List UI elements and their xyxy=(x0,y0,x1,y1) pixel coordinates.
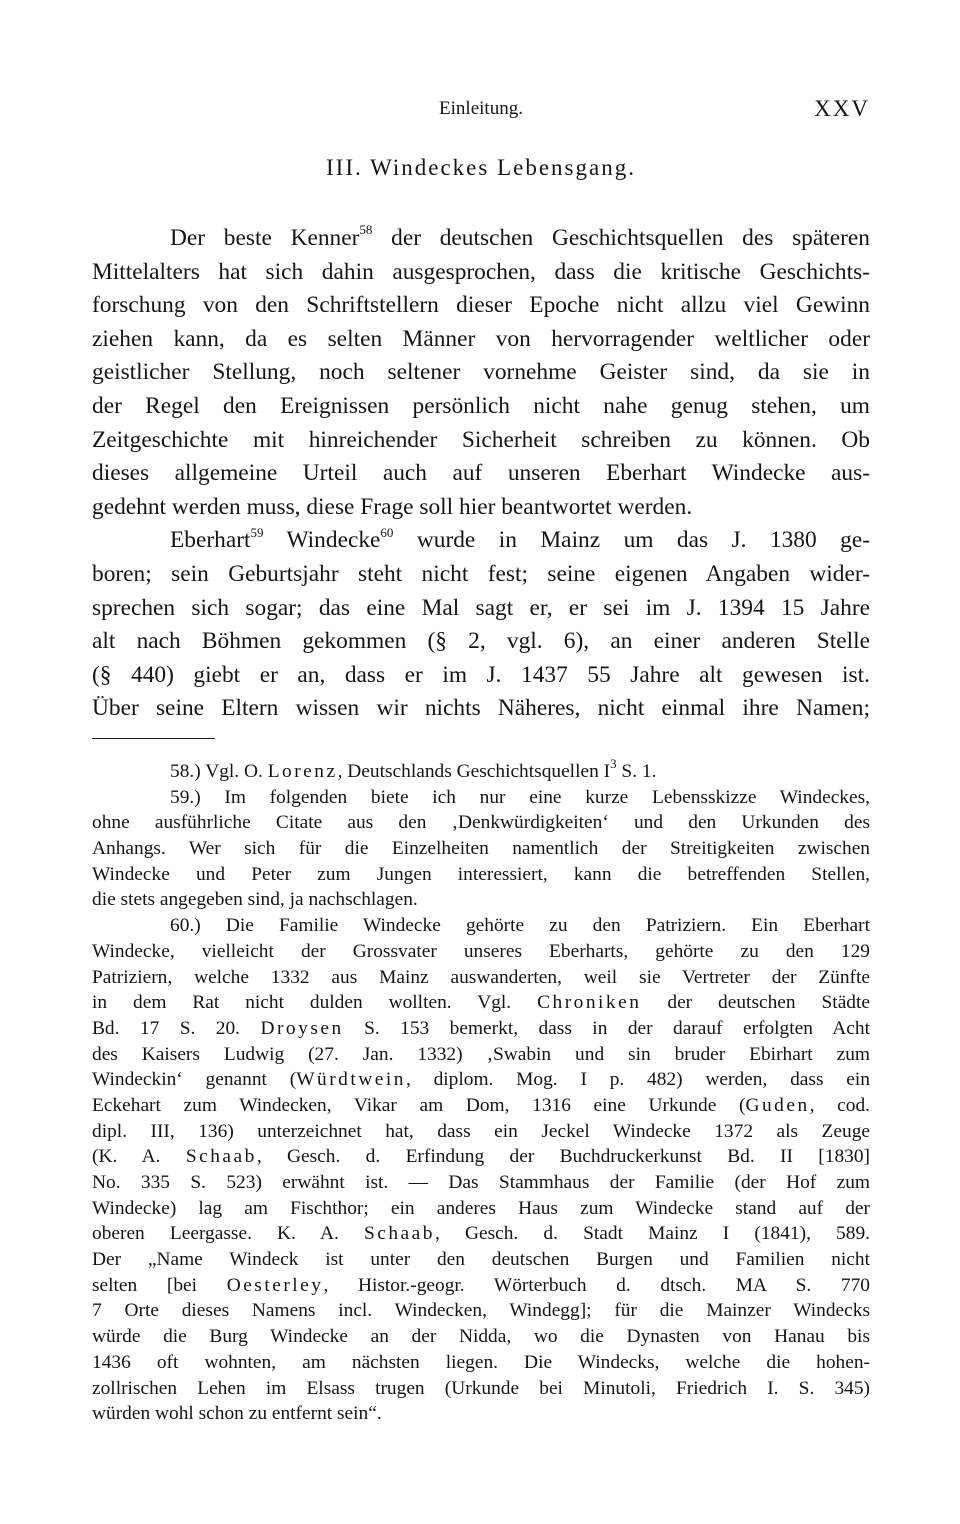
footnote-60-line: 60.) Die Familie Windecke gehörte zu den Patriziern. Ein Eberhart xyxy=(170,915,870,937)
body-line: der Regel den Ereignissen persönlich nicht nahe genug stehen, um xyxy=(92,392,870,419)
body-line: (§ 440) giebt er an, dass er im J. 1437 55 Jahre alt gewesen ist. xyxy=(92,661,870,688)
footnote-60-line: Patriziern, welche 1332 aus Mainz auswanderten, weil sie Vertreter der Zünfte xyxy=(92,966,870,988)
footnote-59-line: 59.) Im folgenden biete ich nur eine kurze Lebensskizze Windeckes, xyxy=(170,786,870,808)
footnote-59-line: Windecke und Peter zum Jungen interessiert, kann die betreffenden Stellen, xyxy=(92,863,870,885)
footnote-60-line: Eckehart zum Windecken, Vikar am Dom, 1316 eine Urkunde (Guden, cod. xyxy=(92,1094,870,1116)
body-line: Über seine Eltern wissen wir nichts Näheres, nicht einmal ihre Namen; xyxy=(92,695,870,722)
footnote-59-line: Anhangs. Wer sich für die Einzelheiten namentlich der Streitigkeiten zwischen xyxy=(92,838,870,860)
footnote-60-line: Windecke) lag am Fischthor; ein anderes Haus zum Windecke stand auf der xyxy=(92,1197,870,1219)
body-line: dieses allgemeine Urteil auch auf unseren Eberhart Windecke aus- xyxy=(92,460,870,487)
footnote-60-line: 1436 oft wohnten, am nächsten liegen. Die Windecks, welche die hohen- xyxy=(92,1351,870,1373)
footnote-60-line: des Kaisers Ludwig (27. Jan. 1332) ‚Swabin und sin bruder Ebirhart zum xyxy=(92,1043,870,1065)
footnote-ref-59: 59 xyxy=(250,524,264,540)
footnote-60-line: selten [bei Oesterley, Histor.-geogr. Wörterbuch d. dtsch. MA S. 770 xyxy=(92,1274,870,1296)
footnote-60-line: würde die Burg Windecke an der Nidda, wo die Dynasten von Hanau bis xyxy=(92,1326,870,1348)
body-line: sprechen sich sogar; das eine Mal sagt er, er sei im J. 1394 15 Jahre xyxy=(92,594,870,621)
running-head-title: Einleitung. xyxy=(439,98,523,119)
running-head xyxy=(92,96,870,126)
body-line: geistlicher Stellung, noch seltener vornehme Geister sind, da sie in xyxy=(92,359,870,386)
footnote-60-line: dipl. III, 136) unterzeichnet hat, dass ein Jeckel Windecke 1372 als Zeuge xyxy=(92,1120,870,1142)
body-line: Mittelalters hat sich dahin ausgesprochen, dass die kritische Geschichts- xyxy=(92,258,870,285)
footnote-58: 58.) Vgl. O. Lorenz, Deutschlands Geschichtsquellen $I^3$ S. 1. xyxy=(170,755,657,782)
footnote-60-line: oberen Leergasse. K. A. Schaab, Gesch. d. Stadt Mainz I (1841), 589. xyxy=(92,1223,870,1245)
body-line: boren; sein Geburtsjahr steht nicht fest; seine eigenen Angaben wider- xyxy=(92,560,870,587)
body-line: forschung von den Schriftstellern dieser Epoche nicht allzu viel Gewinn xyxy=(92,292,870,319)
footnote-59-line: ohne ausführliche Citate aus den ‚Denkwürdigkeiten‘ und den Urkunden des xyxy=(92,812,870,834)
footnote-ref-58: 58 xyxy=(359,222,373,238)
footnote-60-line: Windecke, vielleicht der Grossvater unseres Eberharts, gehörte zu den 129 xyxy=(92,940,870,962)
footnote-60-line: 7 Orte dieses Namens incl. Windecken, Windegg]; für die Mainzer Windecks xyxy=(92,1300,870,1322)
body-text xyxy=(92,222,870,726)
footnote-60-line: (K. A. Schaab, Gesch. d. Erfindung der Buchdruckerkunst Bd. II [1830] xyxy=(92,1146,870,1168)
footnote-60-line: Bd. 17 S. 20. Droysen S. 153 bemerkt, dass in der darauf erfolgten Acht xyxy=(92,1017,870,1039)
footnote-60-line: Windeckin‘ genannt (Würdtwein, diplom. Mog. I p. 482) werden, dass ein xyxy=(92,1069,870,1091)
body-line: Der beste Kenner$^{58}$ der deutschen Geschichtsquellen des späteren xyxy=(170,222,870,251)
page-number: XXV xyxy=(814,96,870,121)
body-line: ziehen kann, da es selten Männer von hervorragender weltlicher oder xyxy=(92,325,870,352)
footnote-separator xyxy=(92,738,215,739)
footnote-60-line: würden wohl schon zu entfernt sein“. xyxy=(92,1403,382,1425)
footnote-60-line: zollrischen Lehen im Elsass trugen (Urkunde bei Minutoli, Friedrich I. S. 345) xyxy=(92,1377,870,1399)
body-line: alt nach Böhmen gekommen (§ 2, vgl. 6), an einer anderen Stelle xyxy=(92,628,870,655)
body-line: gedehnt werden muss, diese Frage soll hier beantwortet werden. xyxy=(92,493,693,520)
body-line: Eberhart$^{59}$ Windecke$^{60}$ wurde in Mainz um das J. 1380 ge- xyxy=(170,524,870,554)
footnote-60-line: Der „Name Windeck ist unter den deutschen Burgen und Familien nicht xyxy=(92,1249,870,1271)
section-title: III. Windeckes Lebensgang. xyxy=(326,155,636,180)
footnote-60-line: in dem Rat nicht dulden wollten. Vgl. Chroniken der deutschen Städte xyxy=(92,992,870,1014)
footnotes xyxy=(92,755,870,1427)
footnote-59-line: die stets angegeben sind, ja nachschlagen. xyxy=(92,889,418,911)
body-line: Zeitgeschichte mit hinreichender Sicherheit schreiben zu können. Ob xyxy=(92,426,870,453)
footnote-60-line: No. 335 S. 523) erwähnt ist. — Das Stammhaus der Familie (der Hof zum xyxy=(92,1172,870,1193)
footnote-ref-60: 60 xyxy=(380,524,394,540)
